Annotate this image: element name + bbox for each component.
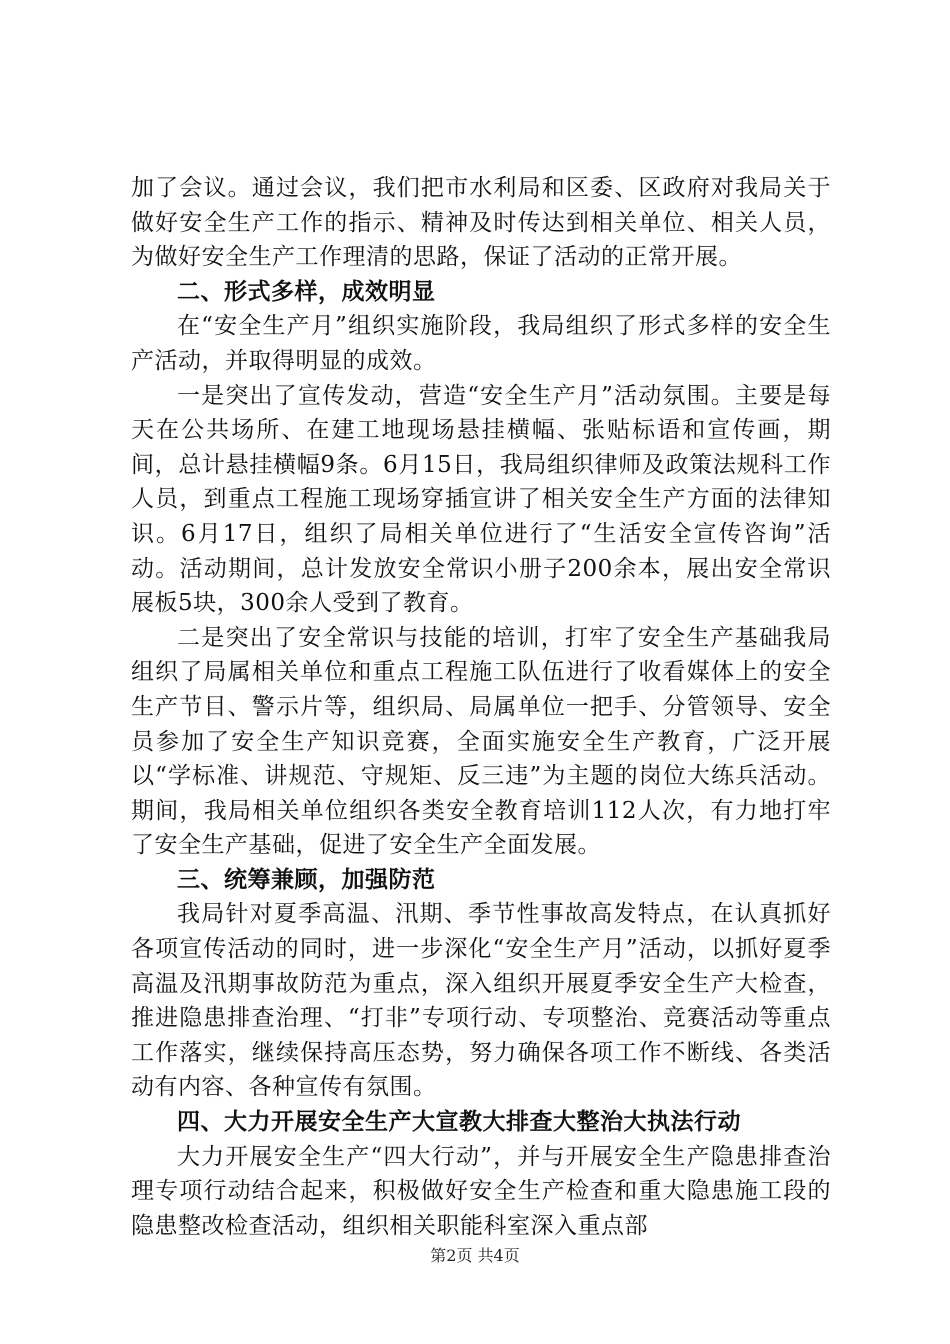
section-heading: 三、统筹兼顾，加强防范 — [177, 866, 436, 893]
section-heading: 二、形式多样，成效明显 — [177, 278, 436, 305]
body-paragraph: 一是突出了宣传发动，营造“安全生产月”活动氛围。主要是每天在公共场所、在建工地现场悬挂横幅、张贴标语和宣传画，期间，总计悬挂横幅9条。6月15日，我局组织律师及政策法规科工作人员，到重点工程施工现场穿插宣讲了相关安全生产方面的法律知识。6月17日，组织了局相关单位进行了“生活安全宣传咨询”活动。活动期间，总计发放安全常识小册子200余本，展出安全常识展板5块，300余人受到了教育。 — [131, 382, 831, 617]
body-paragraph: 大力开展安全生产“四大行动”，并与开展安全生产隐患排查治理专项行动结合起来，积极做好安全生产检查和重大隐患施工段的隐患整改检查活动，组织相关职能科室深入重点部 — [131, 1143, 831, 1239]
body-paragraph: 我局针对夏季高温、汛期、季节性事故高发特点，在认真抓好各项宣传活动的同时，进一步深化“安全生产月”活动，以抓好夏季高温及汛期事故防范为重点，深入组织开展夏季安全生产大检查，推进隐患排查治理、“打非”专项行动、专项整治、竞赛活动等重点工作落实，继续保持高压态势，努力确保各项工作不断线、各类活动有内容、各种宣传有氛围。 — [131, 901, 831, 1101]
document-body — [131, 171, 831, 1243]
body-paragraph: 加了会议。通过会议，我们把市水利局和区委、区政府对我局关于做好安全生产工作的指示、精神及时传达到相关单位、相关人员，为做好安全生产工作理清的思路，保证了活动的正常开展。 — [131, 175, 831, 271]
page-footer: 第2页 共4页 — [430, 1246, 520, 1265]
section-heading: 四、大力开展安全生产大宣教大排查大整治大执法行动 — [177, 1109, 741, 1136]
body-paragraph: 在“安全生产月”组织实施阶段，我局组织了形式多样的安全生产活动，并取得明显的成效。 — [131, 313, 831, 374]
body-paragraph: 二是突出了安全常识与技能的培训，打牢了安全生产基础我局组织了局属相关单位和重点工程施工队伍进行了收看媒体上的安全生产节目、警示片等，组织局、局属单位一把手、分管领导、安全员参加了安全生产知识竞赛，全面实施安全生产教育，广泛开展以“学标准、讲规范、守规矩、反三违”为主题的岗位大练兵活动。期间，我局相关单位组织各类安全教育培训112人次，有力地打牢了安全生产基础，促进了安全生产全面发展。 — [131, 624, 831, 859]
